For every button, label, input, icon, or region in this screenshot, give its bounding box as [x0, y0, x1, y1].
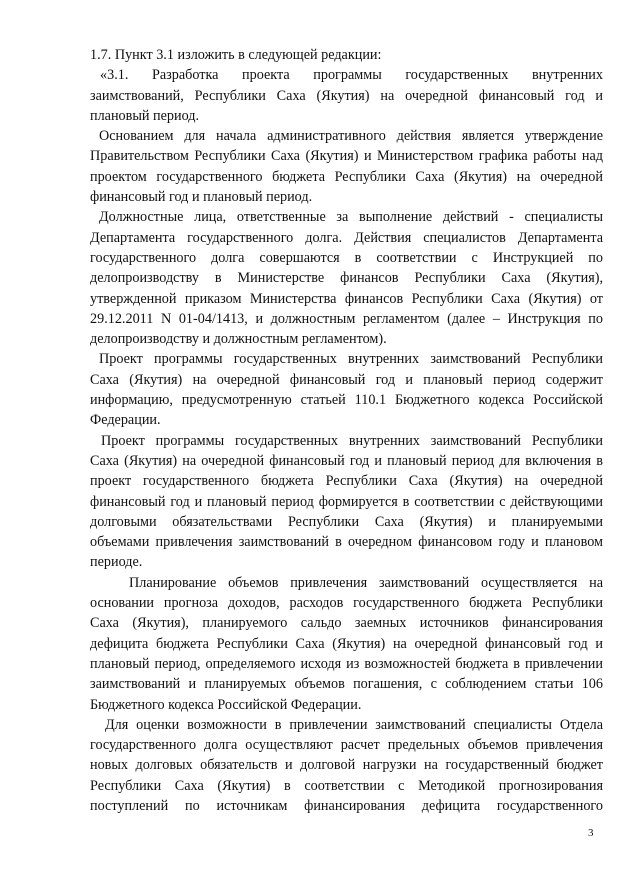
text-line: заимствований, Республики Саха (Якутия) на очередной финансовый год и: [90, 87, 603, 104]
text-line: Проект программы государственных внутренних заимствований Республики: [101, 432, 603, 449]
text-line: Правительством Республики Саха (Якутия) и Министерством графика работы над: [90, 148, 603, 165]
text-line: проектом государственного бюджета Республики Саха (Якутия) на очередной: [90, 168, 603, 185]
text-line: периоде.: [90, 554, 143, 571]
text-line: плановый период.: [90, 107, 200, 124]
text-line: государственного долга совершаются в соответствии с Инструкцией по: [90, 249, 603, 266]
text-line: дефицита бюджета Республики Саха (Якутия) на очередной финансовый год и: [90, 635, 603, 652]
text-line: Федерации.: [90, 412, 161, 429]
text-line: новых долговых обязательств и долговой нагрузки на государственный бюджет: [90, 757, 603, 774]
text-line: Саха (Якутия), планируемого сальдо заемных источников финансирования: [90, 615, 603, 632]
text-line: Саха (Якутия) на очередной финансовый год и плановый период содержит: [90, 371, 603, 388]
text-line: поступлений по источникам финансирования дефицита государственного: [90, 797, 603, 814]
text-line: финансовый год и плановый период формируется в соответствии с действующими: [90, 493, 603, 510]
text-line: заимствований и планируемых объемов погашения, с соблюдением статьи 106: [90, 676, 603, 693]
text-line: государственного долга осуществляют расчет предельных объемов привлечения: [90, 737, 603, 754]
text-line: Департамента государственного долга. Действия специалистов Департамента: [90, 229, 603, 246]
text-line: долговыми обязательствами Республики Саха (Якутия) и планируемыми: [90, 513, 603, 530]
text-line: делопроизводству в Министерстве финансов Республики Саха (Якутия),: [90, 270, 603, 287]
text-line: Республики Саха (Якутия) в соответствии с Методикой прогнозирования: [90, 777, 603, 794]
text-line: проект государственного бюджета Республики Саха (Якутия) на очередной: [90, 473, 603, 490]
text-line: Проект программы государственных внутренних заимствований Республики: [99, 351, 603, 368]
text-line: Основанием для начала административного действия является утверждение: [99, 128, 603, 145]
text-line: Саха (Якутия) на очередной финансовый год и плановый период для включения в: [90, 452, 603, 469]
text-line: 29.12.2011 N 01-04/1413, и должностным регламентом (далее – Инструкция по: [90, 310, 603, 327]
text-line: плановый период, определяемого исходя из возможностей бюджета в привлечении: [90, 655, 603, 672]
page-number: 3: [588, 827, 594, 839]
text-line: финансовый год и плановый период.: [90, 189, 313, 206]
text-line: утвержденной приказом Министерства финансов Республики Саха (Якутия) от: [90, 290, 603, 307]
text-line: «3.1. Разработка проекта программы государственных внутренних: [100, 67, 603, 84]
text-line: основании прогноза доходов, расходов государственного бюджета Республики: [90, 595, 603, 612]
text-line: объемами привлечения заимствований в очередном финансовом году и плановом: [90, 534, 603, 551]
text-line: Должностные лица, ответственные за выполнение действий - специалисты: [99, 209, 603, 226]
document-body: [90, 45, 603, 816]
text-line: информацию, предусмотренную статьей 110.1 Бюджетного кодекса Российской: [90, 392, 603, 409]
text-line: Для оценки возможности в привлечении заимствований специалисты Отдела: [105, 716, 603, 733]
text-line: делопроизводству и должностным регламентом).: [90, 331, 387, 348]
text-line: Планирование объемов привлечения заимствований осуществляется на: [129, 574, 603, 591]
text-line: Бюджетного кодекса Российской Федерации.: [90, 696, 362, 713]
text-line: 1.7. Пункт 3.1 изложить в следующей редакции:: [90, 47, 382, 63]
